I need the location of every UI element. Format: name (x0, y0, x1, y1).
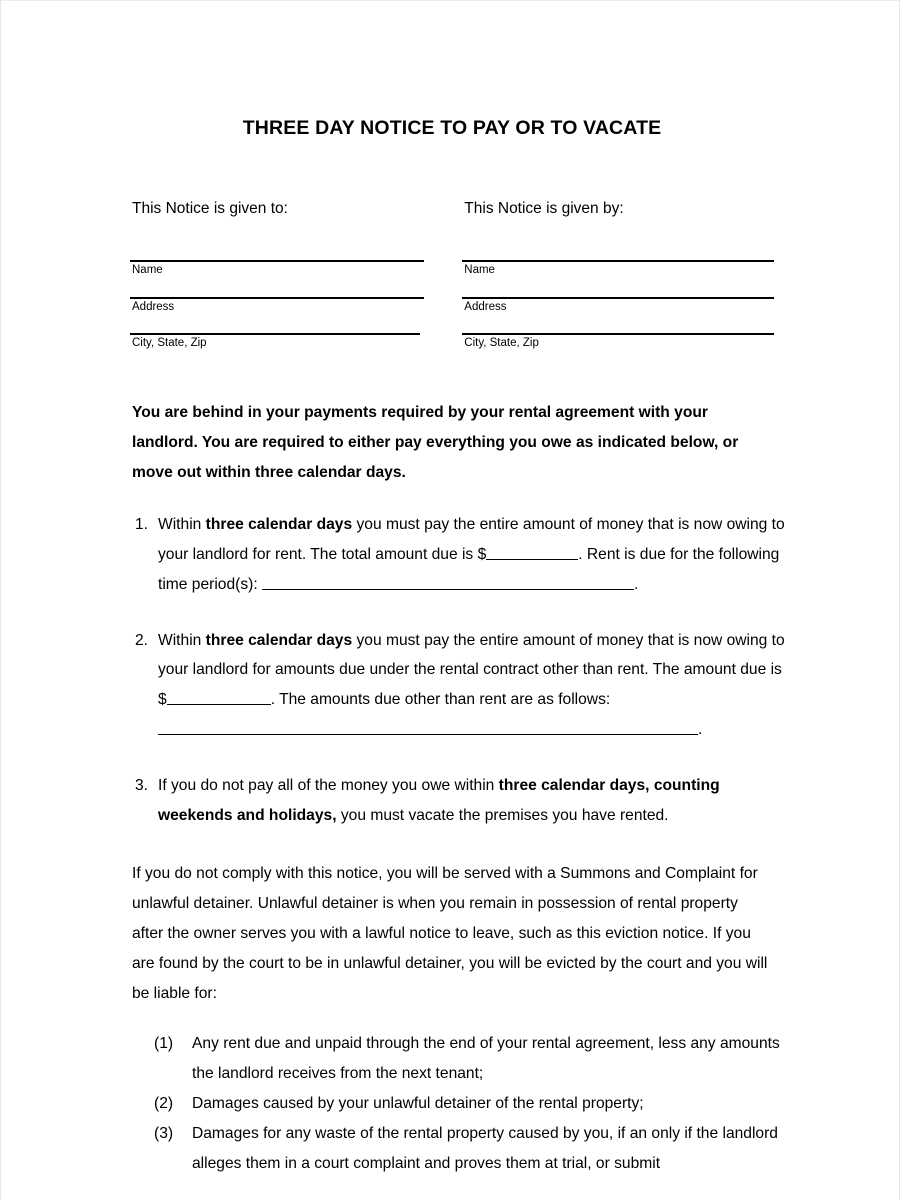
numbered-item-1 (130, 510, 792, 600)
rent-amount-blank[interactable] (486, 544, 578, 560)
liability-list (130, 1029, 780, 1179)
numbered-item-1-text-d: . (634, 575, 639, 593)
liability-item-1 (154, 1029, 788, 1089)
party-information-block (130, 200, 774, 370)
recipient-address-field[interactable] (130, 297, 424, 314)
sender-city-state-zip-label: City, State, Zip (464, 337, 539, 350)
sender-address-field[interactable] (462, 297, 774, 314)
recipient-name-field[interactable] (130, 260, 424, 277)
sender-address-rule[interactable] (462, 297, 774, 299)
recipient-column (130, 200, 424, 370)
lead-paragraph: You are behind in your payments required by your rental agreement with your landlord. You are required to either pay everything you owe as indicated below, or move out within three calendar days. (132, 403, 739, 481)
numbered-requirements-list (130, 510, 785, 831)
sender-name-field[interactable] (462, 260, 774, 277)
numbered-item-3-marker: 3. (135, 777, 149, 795)
numbered-item-3-text-b: you must vacate the premises you have rented. (336, 807, 669, 825)
liability-item-2-text: Damages caused by your unlawful detainer of the rental property; (192, 1094, 644, 1112)
numbered-item-2-emphasis: three calendar days (205, 631, 353, 649)
numbered-item-3-text-a: If you do not pay all of the money you owe within (158, 777, 499, 795)
numbered-item-1-text-a: Within (158, 515, 206, 533)
numbered-item-2-text-a: Within (158, 631, 206, 649)
numbered-item-2-text-c: . The amounts due other than rent are as follows: (270, 691, 611, 709)
liability-item-2-marker: (2) (154, 1094, 174, 1112)
numbered-item-1-emphasis: three calendar days (205, 515, 353, 533)
sender-name-label: Name (464, 264, 495, 276)
numbered-item-3 (130, 771, 792, 831)
page-title: THREE DAY NOTICE TO PAY OR TO VACATE (242, 117, 662, 139)
recipient-name-rule[interactable] (130, 260, 424, 262)
liability-item-3-text: Damages for any waste of the rental property caused by you, if an only if the landlord alleges them in a court complaint and proves them at trial, or submit (192, 1124, 778, 1172)
recipient-name-label: Name (132, 264, 163, 276)
document-content (130, 1, 785, 1179)
numbered-item-1-text-c: . Rent is due for the following time period(s): (158, 545, 780, 593)
numbered-item-2-text-b: you must pay the entire amount of money that is now owing to your landlord for amounts due under the rental contract other than rent. The amount due is $ (158, 631, 785, 709)
sender-city-state-zip-rule[interactable] (462, 333, 774, 335)
numbered-item-2-text-d: . (698, 721, 703, 739)
sender-city-state-zip-field[interactable] (462, 333, 774, 350)
recipient-city-state-zip-label: City, State, Zip (132, 337, 207, 350)
recipient-city-state-zip-rule[interactable] (130, 333, 420, 335)
liability-item-1-marker: (1) (154, 1034, 174, 1052)
liability-item-2 (154, 1089, 788, 1119)
recipient-heading: This Notice is given to: (132, 200, 288, 217)
numbered-item-3-emphasis: three calendar days, counting weekends and holidays, (158, 777, 720, 825)
recipient-address-rule[interactable] (130, 297, 424, 299)
numbered-item-1-text-b: you must pay the entire amount of money that is now owing to your landlord for rent. The total amount due is $ (158, 515, 785, 563)
liability-item-3 (154, 1119, 788, 1179)
numbered-item-2-marker: 2. (135, 631, 149, 649)
rent-time-period-blank[interactable] (262, 574, 634, 590)
other-amount-blank[interactable] (167, 690, 271, 706)
numbered-item-1-marker: 1. (135, 515, 149, 533)
numbered-item-2 (130, 626, 792, 746)
sender-heading: This Notice is given by: (464, 200, 624, 217)
sender-address-label: Address (464, 300, 507, 313)
recipient-city-state-zip-field[interactable] (130, 333, 424, 350)
recipient-address-label: Address (132, 300, 175, 313)
sender-name-rule[interactable] (462, 260, 774, 262)
liability-item-1-text: Any rent due and unpaid through the end of your rental agreement, less any amounts the landlord receives from the next tenant; (192, 1034, 780, 1082)
other-amounts-detail-blank[interactable] (158, 720, 698, 736)
liability-item-3-marker: (3) (154, 1124, 174, 1142)
body-paragraph: If you do not comply with this notice, you will be served with a Summons and Complaint for unlawful detainer. Unlawful detainer is when you remain in possession of rental property after the owner serves you with a lawful notice to leave, such as this eviction notice. If you are found by the court to be in unlawful detainer, you will be evicted by the court and you will be liable for: (132, 865, 768, 1002)
sender-column (462, 200, 774, 370)
